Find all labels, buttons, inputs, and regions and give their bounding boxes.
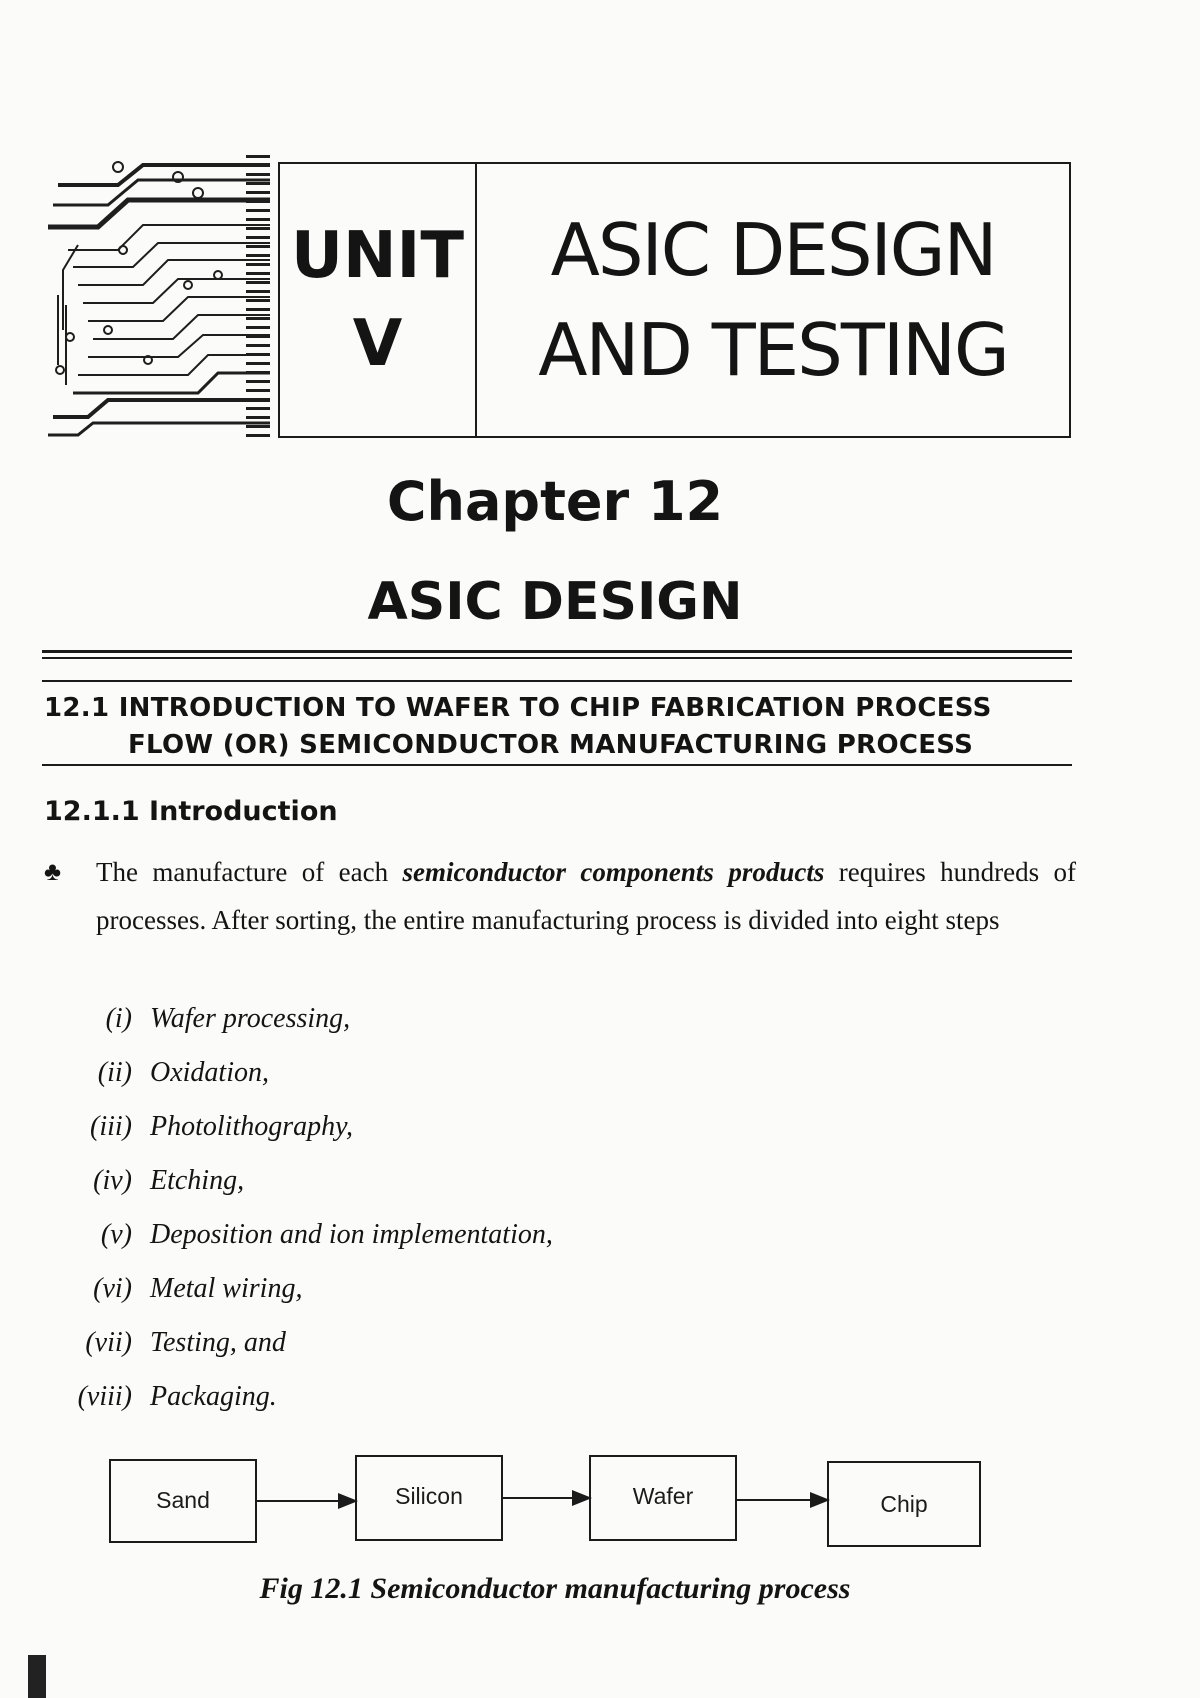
list-item [0,1273,302,1327]
flow-box-sand [110,1460,256,1542]
intro-paragraph [96,848,1076,944]
flow-box-silicon [356,1456,502,1540]
step-text: Deposition and ion implementation, [150,1219,553,1250]
figure-caption: Fig 12.1 Semiconductor manufacturing process [259,1572,851,1605]
flow-box-wafer [590,1456,736,1540]
section-heading [44,690,1074,764]
list-item [0,1381,277,1435]
unit-banner [278,162,1071,438]
list-item [0,1327,286,1381]
chapter-title: ASIC DESIGN [367,572,743,632]
list-item [0,1165,244,1219]
step-number: (vii) [85,1327,132,1358]
unit-title-cell [477,164,1069,436]
step-text: Packaging. [150,1381,277,1412]
step-number: (i) [105,1003,132,1034]
subsection-heading: 12.1.1 Introduction [44,796,338,827]
divider-rule [42,680,1072,682]
divider-rule [42,657,1072,659]
unit-title-line1: ASIC DESIGN [550,208,996,292]
list-item [0,1111,353,1165]
list-item [0,1057,269,1111]
step-number: (viii) [77,1381,132,1412]
section-heading-line2: FLOW (OR) SEMICONDUCTOR MANUFACTURING PROCESS [128,730,974,760]
list-item [0,1003,350,1057]
divider-rule [42,764,1072,766]
step-number: (vi) [93,1273,132,1304]
flow-box-label: Silicon [395,1483,463,1509]
flow-box-chip [828,1462,980,1546]
step-text: Testing, and [150,1327,286,1358]
section-heading-line1: 12.1 INTRODUCTION TO WAFER TO CHIP FABRICATION PROCESS [44,693,992,723]
step-text: Etching, [150,1165,245,1196]
intro-emphasis: semiconductor components products [402,857,825,887]
intro-text-after: requires hundreds of processes. After sorting, the entire manufacturing process is divided into eight steps [96,857,1077,935]
flow-box-label: Sand [156,1487,210,1513]
circuit-board-icon [48,155,270,440]
step-number: (iii) [90,1111,132,1142]
list-item [0,1219,553,1273]
step-text: Metal wiring, [150,1273,303,1304]
flow-box-label: Chip [880,1491,928,1517]
step-number: (v) [100,1219,132,1250]
page-edge-shadow [28,1655,46,1698]
step-number: (ii) [97,1057,132,1088]
chapter-label: Chapter 12 [386,470,724,533]
unit-number: V [352,307,403,381]
unit-label: UNIT [291,219,464,293]
unit-label-cell [280,164,477,436]
step-text: Wafer processing, [150,1003,351,1034]
step-text: Photolithography, [150,1111,353,1142]
step-number: (iv) [93,1165,132,1196]
divider-rule [42,650,1072,653]
club-bullet-icon: ♣ [44,857,62,886]
flow-box-label: Wafer [632,1483,694,1509]
intro-text-before: The manufacture of each [96,857,403,887]
unit-title-line2: AND TESTING [538,308,1008,392]
step-text: Oxidation, [150,1057,269,1088]
